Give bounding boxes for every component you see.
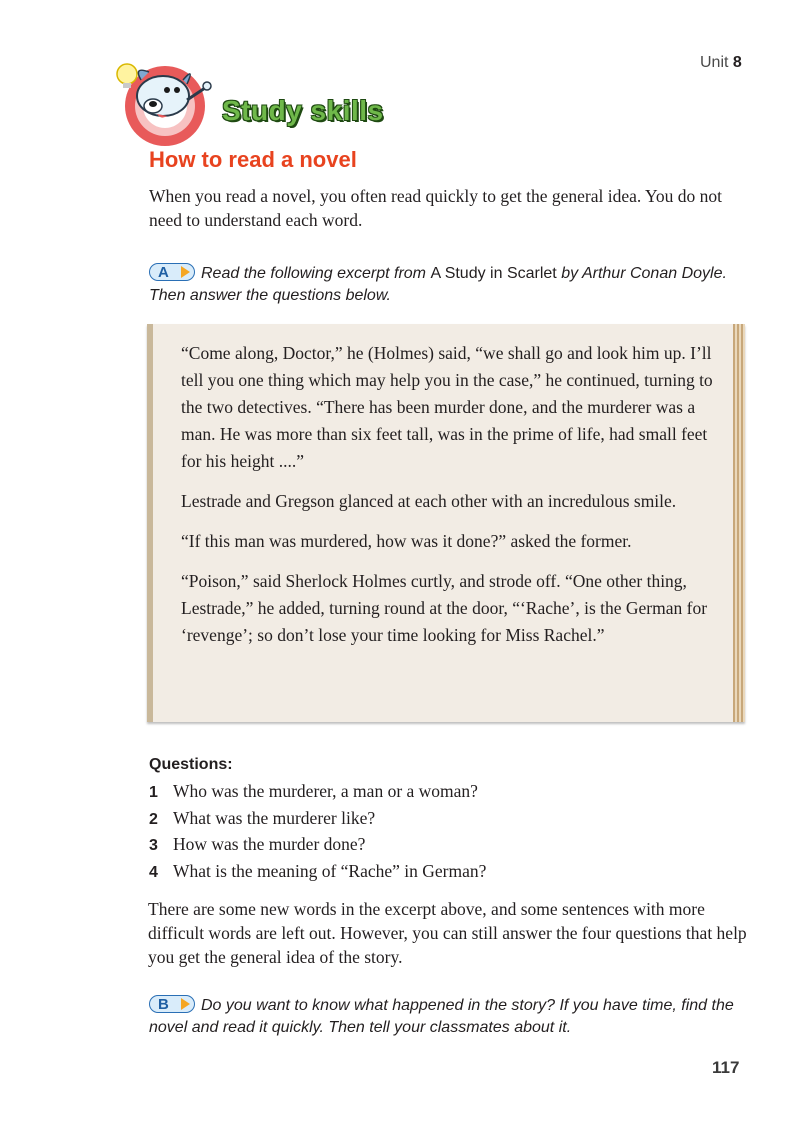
- question-text: What was the murderer like?: [173, 807, 376, 828]
- question-item: [149, 859, 749, 886]
- question-number: 1: [149, 784, 158, 801]
- activity-a-text-before: Read the following excerpt from: [201, 265, 426, 282]
- excerpt-paragraph: “Come along, Doctor,” he (Holmes) said, “we shall go and look him up. I’ll tell you one thing which may help you in the case,” he continued, turning to the two detectives. “There has been murder done, and the murderer was a man. He was more than six feet tall, was in the prime of life, had small feet for his height ....”: [181, 343, 713, 471]
- activity-a-text-after: by Arthur Conan Doyle. Then answer the questions below.: [149, 265, 727, 304]
- activity-b-instruction: [149, 995, 739, 1039]
- page-edge-decoration: [733, 324, 745, 722]
- activity-a-instruction: [149, 263, 739, 307]
- unit-number: 8: [732, 54, 742, 71]
- lesson-title: How to read a novel: [149, 147, 357, 172]
- activity-b-badge-letter: B: [158, 996, 169, 1013]
- activity-a-badge-icon: [149, 263, 195, 281]
- question-text: What is the meaning of “Rache” in German?: [173, 860, 487, 881]
- activity-b-badge-icon: [149, 995, 195, 1013]
- question-text: Who was the murderer, a man or a woman?: [173, 781, 478, 801]
- question-item: [149, 832, 749, 859]
- activity-b-text: Do you want to know what happened in the story? If you have time, find the novel and read it quickly. Then tell your classmates about it.: [149, 997, 734, 1036]
- activity-a-badge-letter: A: [158, 264, 169, 281]
- question-number: 2: [149, 810, 158, 828]
- lesson-intro: When you read a novel, you often read quickly to get the general idea. You do not need to understand each word.: [149, 186, 722, 230]
- question-item: [149, 779, 749, 806]
- question-number: 3: [149, 837, 158, 854]
- excerpt-paragraph: “Poison,” said Sherlock Holmes curtly, and strode off. “One other thing, Lestrade,” he added, turning round at the door, “‘Rache’, is the German for ‘revenge’; so don’t lose your time looking for Miss Rachel.”: [181, 571, 708, 645]
- question-number: 4: [149, 863, 158, 881]
- excerpt-text: [181, 340, 716, 662]
- section-banner-title: Study skills: [222, 95, 384, 126]
- questions-list: [149, 779, 749, 885]
- study-skills-mascot-icon: [113, 58, 223, 150]
- excerpt-paragraph: “If this man was murdered, how was it done?” asked the former.: [181, 531, 632, 551]
- closing-paragraph: There are some new words in the excerpt above, and some sentences with more difficult words are left out. However, you can still answer the four questions that help you get the general idea of the story.: [148, 899, 747, 967]
- question-text: How was the murder done?: [173, 834, 366, 854]
- questions-heading: Questions:: [149, 756, 233, 773]
- question-item: [149, 806, 749, 833]
- book-title: A Study in Scarlet: [430, 265, 557, 282]
- page-number: 117: [712, 1058, 740, 1077]
- excerpt-paragraph: Lestrade and Gregson glanced at each other with an incredulous smile.: [181, 491, 677, 511]
- excerpt-box: [147, 324, 745, 722]
- unit-label: [700, 54, 742, 72]
- unit-label-text: Unit: [700, 54, 729, 71]
